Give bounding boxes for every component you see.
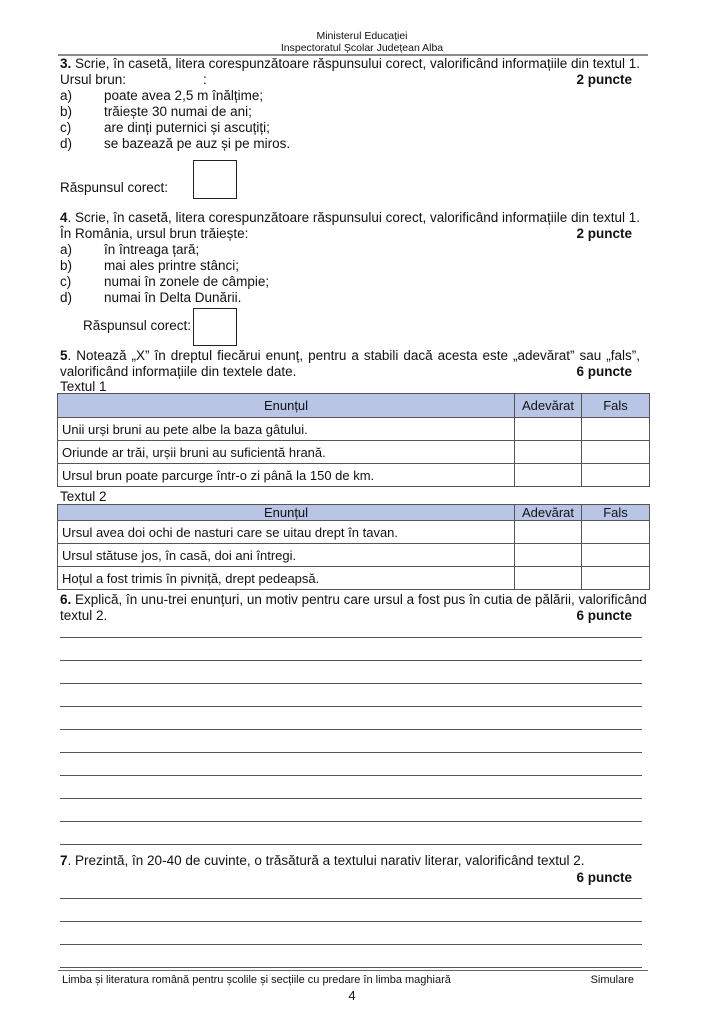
- header-ministry: Ministerul Educației: [316, 30, 408, 42]
- q6-prompt-line1: [60, 592, 647, 608]
- q4-prompt: [60, 210, 640, 226]
- q3-option-d-letter: d): [60, 136, 73, 151]
- statement-cell: Hoțul a fost trimis în pivniță, drept pedeapsă.: [58, 567, 515, 590]
- q7-prompt: [60, 853, 585, 869]
- page-number: 4: [348, 988, 356, 1003]
- q3-points: 2 puncte: [576, 72, 632, 87]
- q4-option-a: în întreaga țară;: [104, 242, 200, 257]
- q3-stem: Ursul brun:: [60, 72, 127, 87]
- table-row: [58, 567, 650, 590]
- col-header-false: Fals: [582, 394, 650, 418]
- q5-table-text2: [57, 504, 650, 590]
- q4-option-a-letter: a): [60, 242, 73, 257]
- q3-option-b: trăiește 30 numai de ani;: [104, 104, 252, 119]
- table-row: [58, 544, 650, 567]
- false-checkbox-cell[interactable]: [582, 521, 650, 544]
- q4-option-d-letter: d): [60, 290, 73, 305]
- q7-answer-line[interactable]: [60, 898, 642, 899]
- footer-rule: [58, 970, 648, 971]
- q6-answer-line[interactable]: [60, 844, 642, 845]
- footer-exam-type: Simulare: [590, 974, 634, 986]
- true-checkbox-cell[interactable]: [515, 567, 582, 590]
- q5-prompt-line1: [60, 348, 640, 364]
- q3-option-a: poate avea 2,5 m înălțime;: [104, 88, 264, 103]
- statement-cell: Ursul brun poate parcurge într-o zi până la 150 de km.: [58, 464, 515, 487]
- statement-cell: Ursul avea doi ochi de nasturi care se uitau drept în tavan.: [58, 521, 515, 544]
- statement-cell: Unii urși bruni au pete albe la baza gâtului.: [58, 418, 515, 441]
- table-row: [58, 464, 650, 487]
- q5-points: 6 puncte: [576, 364, 632, 379]
- false-checkbox-cell[interactable]: [582, 544, 650, 567]
- q6-answer-line[interactable]: [60, 660, 642, 661]
- q4-option-b: mai ales printre stânci;: [104, 258, 240, 273]
- q6-number: 6.: [60, 592, 72, 607]
- footer-subject: Limba și literatura română pentru școlile și secțiile cu predare în limba maghiară: [62, 974, 451, 986]
- q4-answer-label: Răspunsul corect:: [83, 318, 192, 333]
- q5-number: 5: [60, 348, 68, 363]
- q6-points: 6 puncte: [576, 608, 632, 623]
- q6-answer-line[interactable]: [60, 775, 642, 776]
- false-checkbox-cell[interactable]: [582, 464, 650, 487]
- q6-answer-line[interactable]: [60, 821, 642, 822]
- q5-prompt-text: . Notează „X” în dreptul fiecărui enunț, pentru a stabili dacă acesta este „adevărat” sau „fals”,: [67, 348, 640, 363]
- q6-answer-line[interactable]: [60, 637, 642, 638]
- q6-answer-line[interactable]: [60, 706, 642, 707]
- true-checkbox-cell[interactable]: [515, 418, 582, 441]
- q5-prompt-line2: valorificând informațiile din textele date.: [60, 364, 297, 379]
- statement-cell: Ursul stătuse jos, în casă, doi ani întregi.: [58, 544, 515, 567]
- q6-prompt-text: Explică, în unu-trei enunțuri, un motiv pentru care ursul a fost pus în cutia de pălării, valorificând: [71, 592, 647, 607]
- col-header-true: Adevărat: [515, 505, 582, 521]
- col-header-statement: Enunțul: [58, 505, 515, 521]
- table-row: [58, 418, 650, 441]
- q4-prompt-text: . Scrie, în casetă, litera corespunzătoare răspunsului corect, valorificând informațiile din textul 1.: [67, 210, 641, 225]
- true-checkbox-cell[interactable]: [515, 441, 582, 464]
- q3-answer-label: Răspunsul corect:: [60, 180, 169, 195]
- false-checkbox-cell[interactable]: [582, 567, 650, 590]
- q6-answer-line[interactable]: [60, 683, 642, 684]
- q7-answer-line[interactable]: [60, 944, 642, 945]
- q3-prompt: [60, 56, 640, 72]
- col-header-false: Fals: [582, 505, 650, 521]
- q3-number: 3.: [60, 56, 72, 71]
- q3-stem-colon: :: [203, 72, 207, 87]
- q4-points: 2 puncte: [576, 226, 632, 241]
- q4-option-d: numai în Delta Dunării.: [104, 290, 242, 305]
- q3-option-c: are dinți puternici și ascuțiți;: [104, 120, 270, 135]
- statement-cell: Oriunde ar trăi, urșii bruni au suficientă hrană.: [58, 441, 515, 464]
- q3-option-b-letter: b): [60, 104, 73, 119]
- q6-prompt-line2: textul 2.: [60, 608, 108, 623]
- false-checkbox-cell[interactable]: [582, 441, 650, 464]
- q3-option-c-letter: c): [60, 120, 72, 135]
- q4-stem: În România, ursul brun trăiește:: [60, 226, 249, 241]
- q7-answer-line[interactable]: [60, 921, 642, 922]
- q4-number: 4: [60, 210, 68, 225]
- q4-option-c-letter: c): [60, 274, 72, 289]
- q6-answer-line[interactable]: [60, 729, 642, 730]
- q3-option-a-letter: a): [60, 88, 73, 103]
- q7-answer-line[interactable]: [60, 967, 642, 968]
- false-checkbox-cell[interactable]: [582, 418, 650, 441]
- table-row: [58, 441, 650, 464]
- q7-number: 7: [60, 853, 68, 868]
- col-header-true: Adevărat: [515, 394, 582, 418]
- q5-table-text1: [57, 393, 650, 487]
- q3-answer-box[interactable]: [193, 160, 237, 199]
- q4-option-b-letter: b): [60, 258, 73, 273]
- table-row: [58, 521, 650, 544]
- q4-answer-box[interactable]: [193, 308, 237, 346]
- true-checkbox-cell[interactable]: [515, 464, 582, 487]
- true-checkbox-cell[interactable]: [515, 521, 582, 544]
- q5-table1-label: Textul 1: [60, 379, 107, 394]
- col-header-statement: Enunțul: [58, 394, 515, 418]
- q7-points: 6 puncte: [576, 870, 632, 885]
- q5-table2-label: Textul 2: [60, 489, 107, 504]
- q7-prompt-text: . Prezintă, în 20-40 de cuvinte, o trăsătură a textului narativ literar, valorificând textul 2.: [67, 853, 585, 868]
- q6-answer-line[interactable]: [60, 798, 642, 799]
- q3-prompt-text: Scrie, în casetă, litera corespunzătoare răspunsului corect, valorificând informațiile din textul 1.: [71, 56, 641, 71]
- true-checkbox-cell[interactable]: [515, 544, 582, 567]
- q3-option-d: se bazează pe auz și pe miros.: [104, 136, 291, 151]
- q6-answer-line[interactable]: [60, 752, 642, 753]
- q4-option-c: numai în zonele de câmpie;: [104, 274, 270, 289]
- header-inspectorate: Inspectoratul Școlar Județean Alba: [280, 42, 444, 54]
